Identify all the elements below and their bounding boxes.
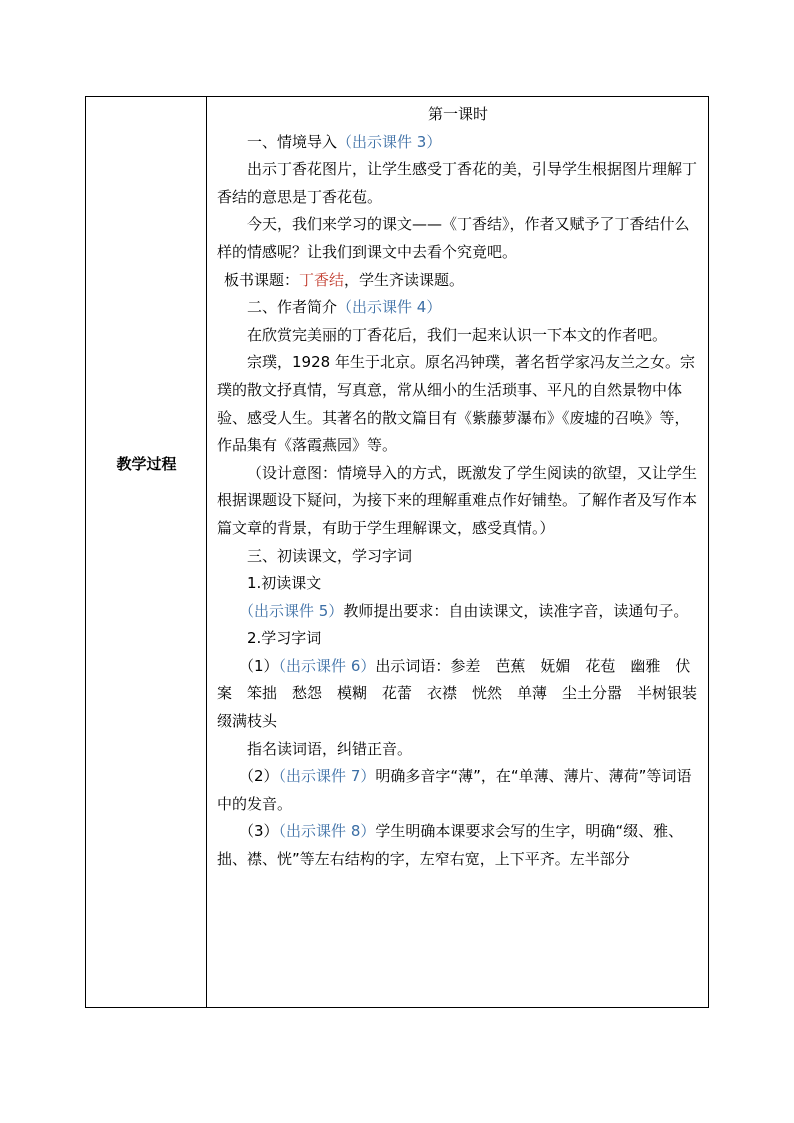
courseware-ref: （出示课件 4）	[337, 298, 442, 317]
lesson-title: 第一课时	[427, 105, 488, 123]
subsection-heading: 2.学习字词	[247, 629, 322, 648]
section-2-heading: 二、作者简介（出示课件 4）	[247, 298, 442, 317]
paragraph: （出示课件 5）教师提出要求：自由读课文，读准字音，读通句子。	[239, 601, 689, 620]
lesson-table	[85, 96, 713, 1008]
board-title-line: 板书课题：丁香结，学生齐读课题。	[224, 270, 465, 289]
subsection-heading: 1.初读课文	[247, 574, 322, 593]
content-cell	[207, 97, 713, 1007]
paragraph: （3）（出示课件 8）学生明确本课要求会写的生字，明确“缀、雅、拙、襟、恍”等左右结构的字，左窄右宽，上下平齐。左半部分	[217, 822, 684, 869]
courseware-ref: （出示课件 3）	[337, 132, 442, 151]
courseware-ref: （出示课件 6）	[278, 656, 376, 675]
section-3-heading: 三、初读课文，学习字词	[247, 546, 413, 565]
author-paragraph: 宗璞，1928 年生于北京。原名冯钟璞，著名哲学家冯友兰之女。宗璞的散文抒真情，写真意，常从细小的生活琐事、平凡的自然景物中体验、感受人生。其著名的散文篇目有《紫藤萝瀑布》《废墟的召唤》等，作品集有《落霞燕园》等。	[217, 353, 695, 455]
board-title: 丁香结	[299, 270, 345, 289]
section-1-heading: 一、情境导入（出示课件 3）	[247, 132, 442, 151]
paragraph: 今天，我们来学习的课文——《丁香结》，作者又赋予了丁香结什么样的情感呢？让我们到课文中去看个究竟吧。	[217, 215, 690, 261]
row-label: 教学过程	[116, 455, 177, 473]
vocab-paragraph: （1）（出示课件 6）出示词语：参差 芭蕉 妩媚 花苞 幽雅 伏案 笨拙 愁怨 模糊 花蕾 衣襟 恍然 单薄 尘土分嚣 半树银装 缀满枝头	[217, 656, 713, 731]
content-body	[217, 101, 713, 874]
paragraph: 在欣赏完美丽的丁香花后，我们一起来认识一下本文的作者吧。	[247, 325, 668, 344]
label-cell	[86, 97, 207, 1007]
paragraph: 指名读词语，纠错正音。	[247, 739, 413, 758]
paragraph: 出示丁香花图片，让学生感受丁香花的美，引导学生根据图片理解丁香结的意思是丁香花苞。	[217, 160, 698, 206]
courseware-ref: （出示课件 7）	[278, 767, 376, 786]
design-note: （设计意图：情境导入的方式，既激发了学生阅读的欲望，又让学生根据课题设下疑问，为接下来的理解重难点作好铺垫。了解作者及写作本篇文章的背景，有助于学生理解课文，感受真情。）	[217, 463, 698, 537]
courseware-ref: （出示课件 8）	[278, 822, 376, 841]
paragraph: （2）（出示课件 7）明确多音字“薄”，在“单薄、薄片、薄荷”等词语中的发音。	[217, 767, 692, 813]
courseware-ref: （出示课件 5）	[239, 601, 344, 620]
